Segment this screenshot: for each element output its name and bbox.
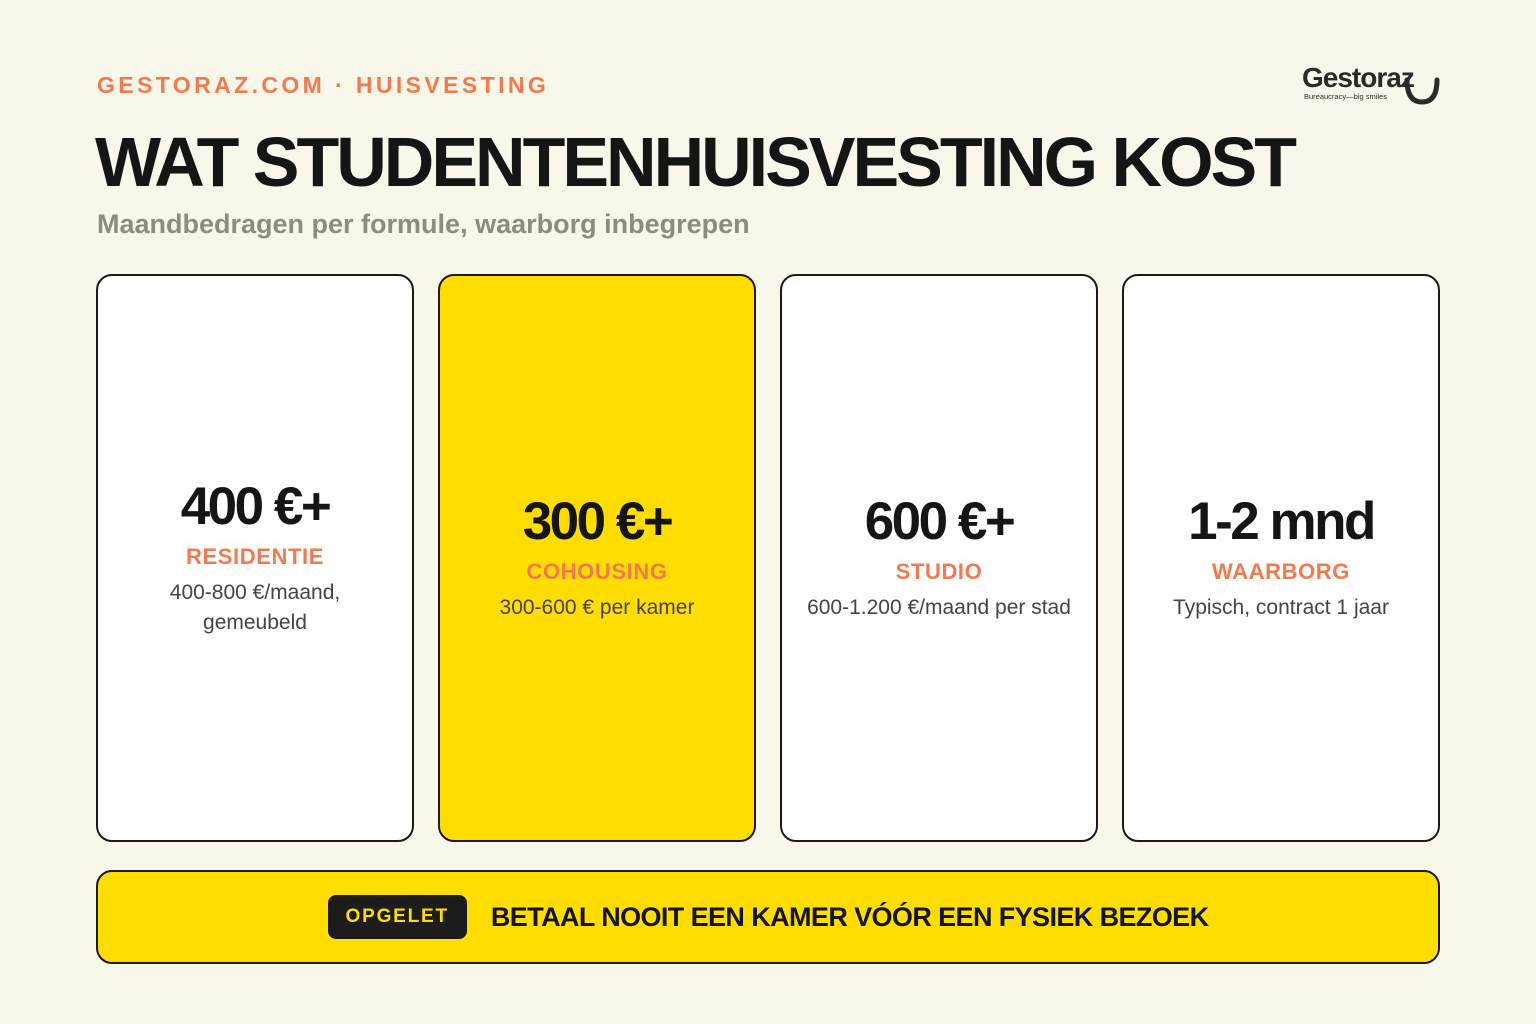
- smile-icon: [1403, 72, 1441, 106]
- card-value: 400 €+: [180, 477, 330, 537]
- eyebrow-label: GESTORAZ.COM · HUISVESTING: [97, 72, 550, 98]
- card-label: WAARBORG: [1211, 559, 1350, 585]
- card-label: COHOUSING: [526, 559, 668, 585]
- card-residentie: [96, 274, 414, 842]
- card-label: RESIDENTIE: [185, 544, 325, 570]
- logo-tagline: Bureaucracy—big smiles: [1304, 92, 1387, 101]
- logo-wordmark: Gestoraz: [1302, 62, 1414, 93]
- card-description: Typisch, contract 1 jaar: [1173, 596, 1389, 620]
- card-studio: [780, 274, 1098, 842]
- card-description: 600-1.200 €/maand per stad: [807, 596, 1071, 620]
- page-subtitle: Maandbedragen per formule, waarborg inbegrepen: [97, 209, 750, 239]
- card-description: 300-600 € per kamer: [499, 596, 695, 620]
- gestoraz-logo: [1300, 62, 1445, 108]
- card-value: 1-2 mnd: [1188, 491, 1374, 551]
- warning-text: BETAAL NOOIT EEN KAMER VÓÓR EEN FYSIEK BEZOEK: [490, 901, 1209, 932]
- card-value: 600 €+: [864, 491, 1014, 551]
- warning-banner: [96, 870, 1440, 964]
- card-waarborg: [1122, 274, 1440, 842]
- warning-badge: OPGELET: [328, 895, 467, 939]
- page-title: WAT STUDENTENHUISVESTING KOST: [95, 123, 1294, 201]
- card-value: 300 €+: [522, 491, 672, 551]
- card-label: STUDIO: [895, 559, 983, 585]
- card-description: 400-800 €/maand, gemeubeld: [169, 581, 341, 635]
- card-cohousing: [438, 274, 756, 842]
